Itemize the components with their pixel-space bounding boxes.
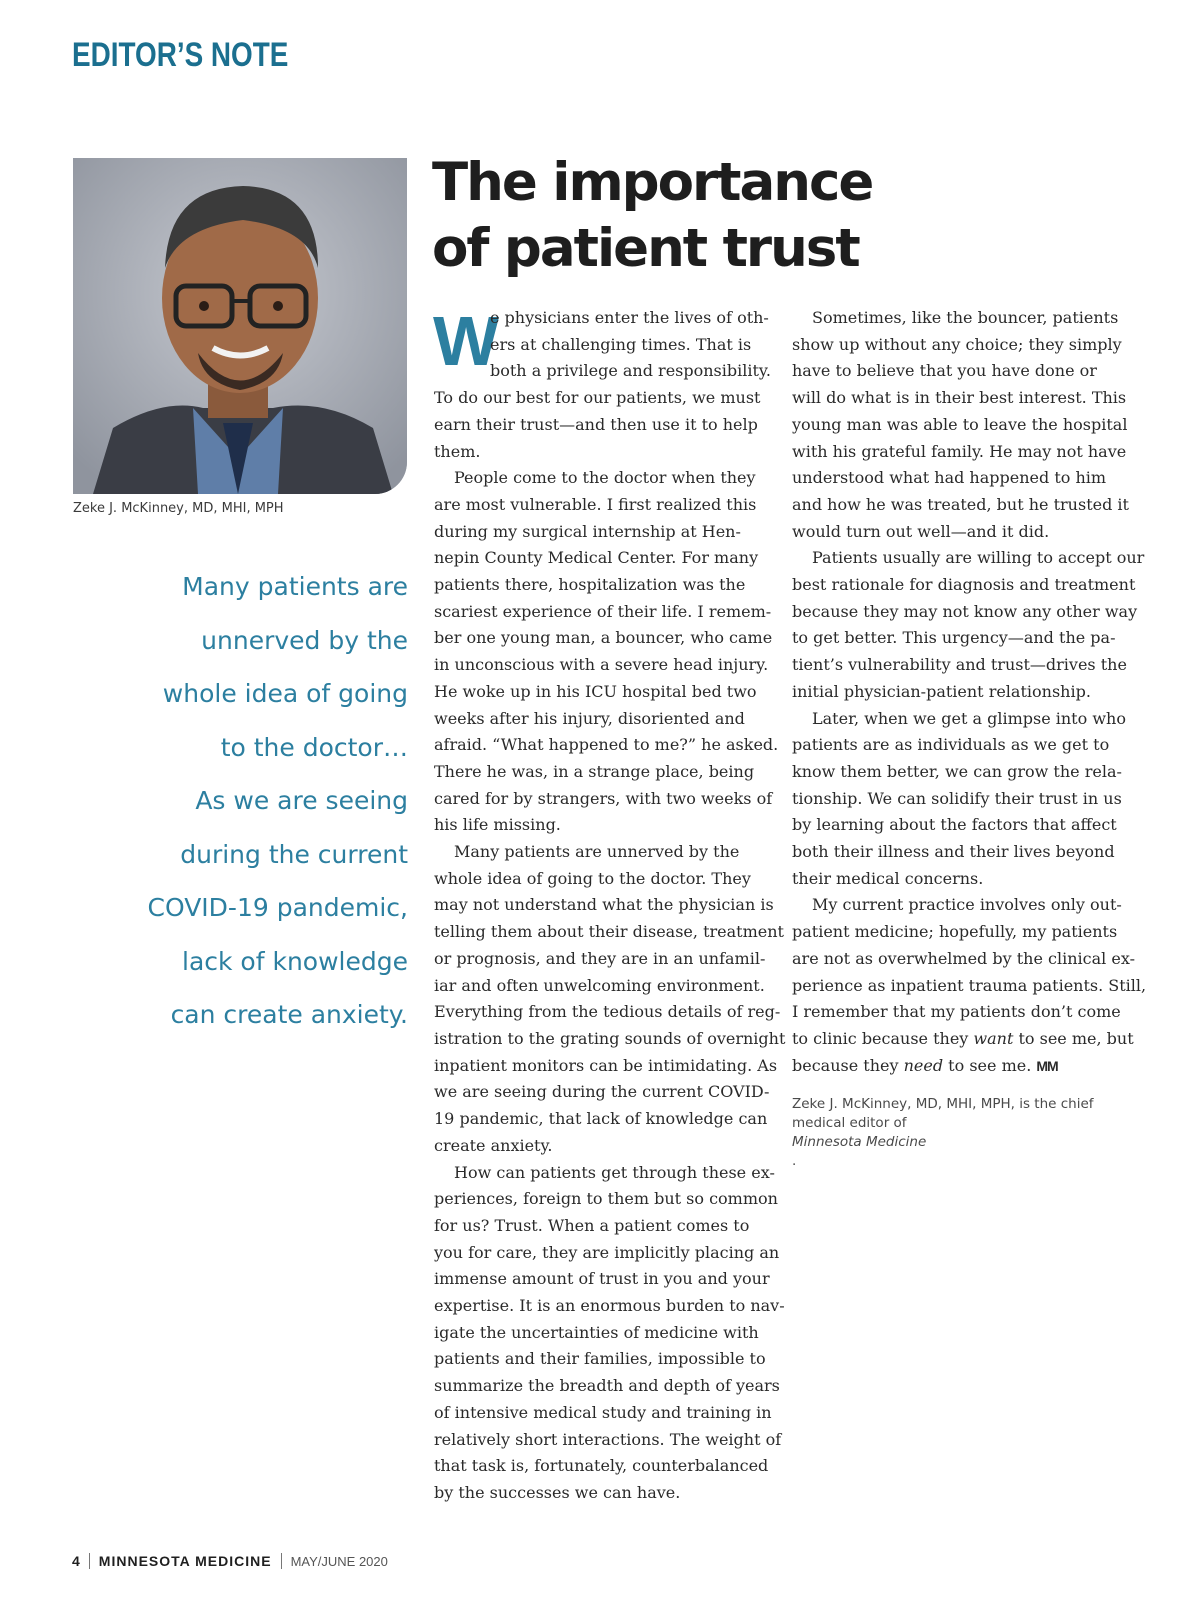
body-line: To do our best for our patients, we must <box>434 388 761 408</box>
body-line: Later, when we get a glimpse into who <box>812 708 1126 728</box>
publication-name: Minnesota Medicine <box>792 1134 927 1150</box>
body-line: scariest experience of their life. I remem- <box>434 601 772 621</box>
body-line: we are seeing during the current COVID- <box>434 1082 770 1102</box>
bio-text: medical editor of <box>792 1115 907 1131</box>
pull-quote-line: during the current <box>180 839 408 869</box>
footer-divider <box>281 1553 282 1569</box>
body-line: to get better. This urgency—and the pa- <box>792 628 1116 648</box>
body-line: create anxiety. <box>434 1135 553 1155</box>
body-line: expertise. It is an enormous burden to nav- <box>434 1296 785 1316</box>
body-line: best rationale for diagnosis and treatment <box>792 575 1136 595</box>
pull-quote-line: whole idea of going <box>162 679 408 708</box>
body-line: them. <box>434 441 481 461</box>
body-line: by the successes we can have. <box>434 1482 681 1502</box>
body-line: e physicians enter the lives of oth- <box>490 308 769 327</box>
body-line: istration to the grating sounds of overnight <box>434 1028 786 1048</box>
body-line: nepin County Medical Center. For many <box>434 548 759 568</box>
photo-caption: Zeke J. McKinney, MD, MHI, MPH <box>73 501 284 516</box>
body-line: ers at challenging times. That is <box>490 334 752 354</box>
body-text: to see me. <box>943 1055 1037 1075</box>
body-line: Sometimes, like the bouncer, patients <box>812 308 1119 327</box>
body-line: both their illness and their lives beyond <box>792 842 1115 862</box>
page-number: 4 <box>72 1553 80 1569</box>
body-line: tionship. We can solidify their trust in us <box>792 788 1122 808</box>
body-line: He woke up in his ICU hospital bed two <box>434 681 757 701</box>
body-line: tient’s vulnerability and trust—drives the <box>792 655 1127 675</box>
body-line: you for care, they are implicitly placing an <box>434 1242 780 1262</box>
page-footer <box>72 1553 388 1569</box>
pull-quote-line: can create anxiety. <box>170 1000 408 1029</box>
body-column-2 <box>792 305 1146 1079</box>
body-line: their medical concerns. <box>792 868 984 888</box>
body-line: Everything from the tedious details of reg- <box>434 1002 781 1022</box>
body-line: There he was, in a strange place, being <box>434 761 755 781</box>
emphasis-need: need <box>903 1055 944 1075</box>
bio-text: . <box>792 1153 797 1169</box>
article-title <box>432 150 872 282</box>
body-line: patient medicine; hopefully, my patients <box>792 922 1118 942</box>
body-line: are most vulnerable. I first realized this <box>434 494 757 514</box>
body-line: during my surgical internship at Hen- <box>434 521 741 541</box>
pull-quote-line: COVID-19 pandemic, <box>147 893 408 922</box>
body-line: 19 pandemic, that lack of knowledge can <box>434 1109 768 1129</box>
body-line: for us? Trust. When a patient comes to <box>434 1215 750 1235</box>
body-line: of intensive medical study and training in <box>434 1402 772 1422</box>
pull-quote-line: to the doctor… <box>220 732 408 762</box>
pull-quote-line: unnerved by the <box>201 625 408 655</box>
body-line: whole idea of going to the doctor. They <box>434 868 751 888</box>
body-text: to clinic because they <box>792 1028 974 1048</box>
body-line: because they may not know any other way <box>792 601 1138 621</box>
pull-quote <box>118 560 408 1042</box>
pull-quote-line: lack of knowledge <box>182 946 408 976</box>
body-line: perience as inpatient trauma patients. Still, <box>792 975 1147 995</box>
body-line: My current practice involves only out- <box>812 895 1122 915</box>
body-text: to see me, but <box>1013 1028 1134 1048</box>
pull-quote-line: As we are seeing <box>195 786 408 815</box>
body-line: weeks after his injury, disoriented and <box>434 708 745 728</box>
body-line: I remember that my patients don’t come <box>792 1002 1121 1022</box>
body-line: in unconscious with a severe head injury. <box>434 655 769 675</box>
author-photo <box>73 158 407 494</box>
body-line: that task is, fortunately, counterbalanced <box>434 1456 769 1476</box>
body-line: have to believe that you have done or <box>792 361 1097 381</box>
footer-divider <box>89 1553 90 1569</box>
body-line: and how he was treated, but he trusted it <box>792 494 1129 514</box>
drop-cap: W <box>433 302 500 380</box>
body-line: both a privilege and responsibility. <box>490 361 771 381</box>
body-line: cared for by strangers, with two weeks of <box>434 788 773 808</box>
body-line: Many patients are unnerved by the <box>454 842 740 862</box>
body-line: ber one young man, a bouncer, who came <box>434 628 773 648</box>
body-line: initial physician-patient relationship. <box>792 681 1091 701</box>
body-line: understood what had happened to him <box>792 468 1107 488</box>
body-line: inpatient monitors can be intimidating. As <box>434 1055 778 1075</box>
issue-date: MAY/JUNE 2020 <box>290 1553 388 1569</box>
body-line: iar and often unwelcoming environment. <box>434 975 765 995</box>
body-line: afraid. “What happened to me?” he asked. <box>434 735 779 755</box>
body-line: young man was able to leave the hospital <box>792 414 1128 434</box>
body-line: with his grateful family. He may not have <box>792 441 1127 461</box>
body-line: periences, foreign to them but so common <box>434 1189 778 1209</box>
body-line: relatively short interactions. The weight of <box>434 1429 782 1449</box>
body-line: earn their trust—and then use it to help <box>434 414 758 434</box>
body-line: igate the uncertainties of medicine with <box>434 1322 759 1342</box>
article-title-line: The importance <box>432 152 873 213</box>
body-line: are not as overwhelmed by the clinical ex- <box>792 948 1135 968</box>
emphasis-want: want <box>973 1028 1014 1048</box>
bio-line: Zeke J. McKinney, MD, MHI, MPH, is the chief <box>792 1096 1094 1112</box>
body-line <box>792 1053 1146 1080</box>
article-title-line: of patient trust <box>432 218 859 279</box>
body-line: show up without any choice; they simply <box>792 334 1122 354</box>
body-line: Patients usually are willing to accept our <box>812 548 1145 568</box>
magazine-name: MINNESOTA MEDICINE <box>98 1553 272 1569</box>
body-line: by learning about the factors that affect <box>792 815 1117 835</box>
body-line: patients there, hospitalization was the <box>434 575 746 595</box>
body-line: may not understand what the physician is <box>434 895 774 915</box>
section-label: EDITOR’S NOTE <box>72 36 289 74</box>
body-line: summarize the breadth and depth of years <box>434 1376 780 1396</box>
bio-line <box>792 1114 1094 1171</box>
body-line: his life missing. <box>434 815 561 835</box>
body-line: How can patients get through these ex- <box>454 1162 775 1182</box>
pull-quote-line: Many patients are <box>182 572 408 601</box>
body-line: People come to the doctor when they <box>454 468 756 488</box>
body-line: know them better, we can grow the rela- <box>792 761 1122 781</box>
author-bio <box>792 1095 1094 1171</box>
body-column-1 <box>433 302 786 1507</box>
body-line: will do what is in their best interest. This <box>792 388 1127 408</box>
end-mark: MM <box>1036 1057 1058 1074</box>
body-line: patients are as individuals as we get to <box>792 735 1110 755</box>
body-line: would turn out well—and it did. <box>792 521 1050 541</box>
body-line: immense amount of trust in you and your <box>434 1269 770 1289</box>
body-line: or prognosis, and they are in an unfamil- <box>434 948 766 968</box>
body-line: telling them about their disease, treatment <box>434 922 784 942</box>
body-line: patients and their families, impossible to <box>434 1349 766 1369</box>
body-text: because they <box>792 1055 904 1075</box>
body-line <box>792 1026 1146 1053</box>
